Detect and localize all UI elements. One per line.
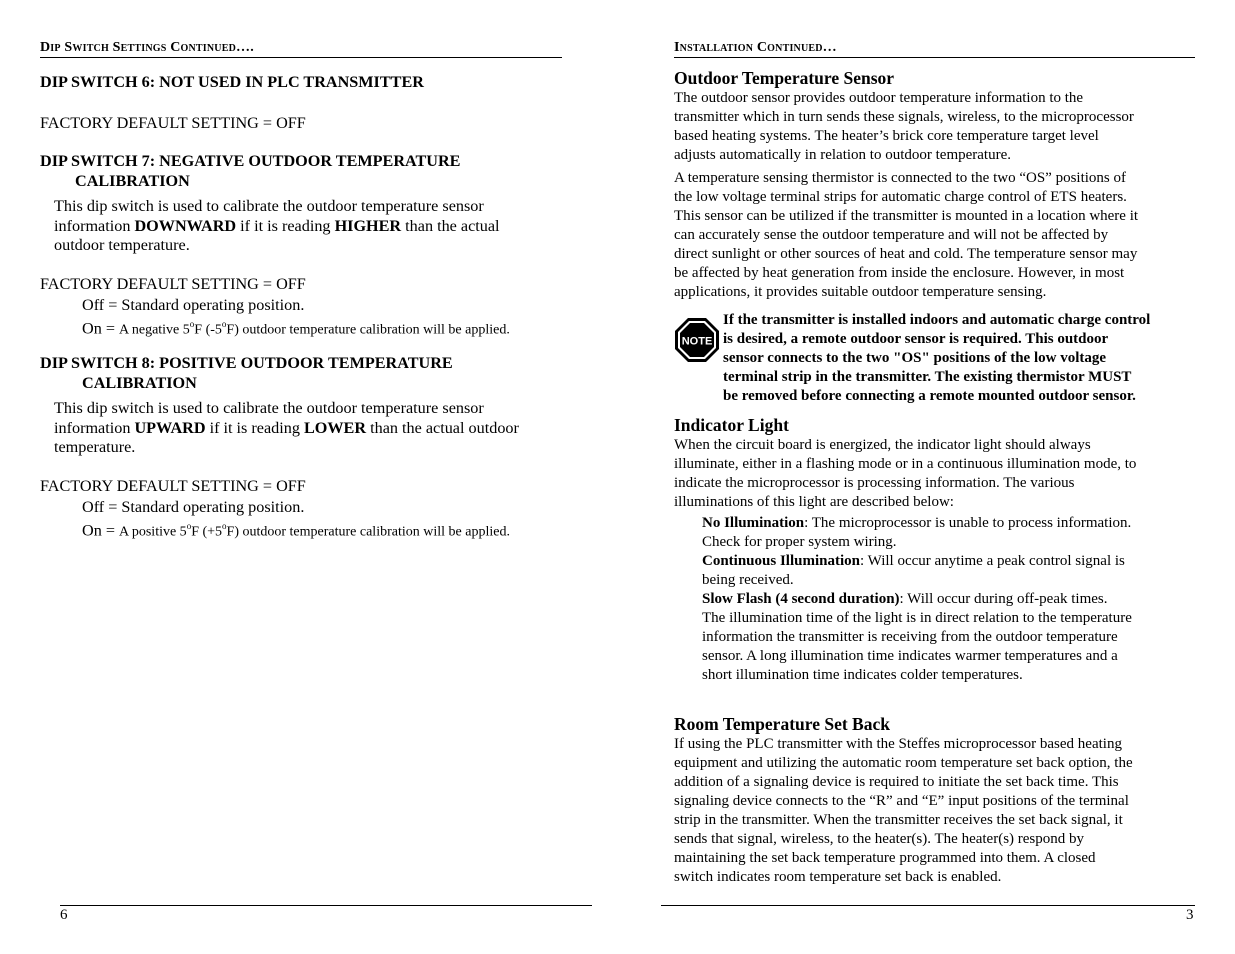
dip-switch-7-desc-line1: This dip switch is used to calibrate the outdoor temperature sensor: [54, 197, 484, 215]
dip-switch-6-title: DIP SWITCH 6: NOT USED IN PLC TRANSMITTER: [40, 73, 424, 91]
indicator-light-para: When the circuit board is energized, the indicator light should always illuminate, either in a flashing mode or in a continuous illumination mode, to indicate the microprocessor is processing information. The various illuminations of this light are described below:: [674, 437, 1137, 510]
dip-switch-8-desc-line1: This dip switch is used to calibrate the outdoor temperature sensor: [54, 399, 484, 417]
dip-switch-7-default: FACTORY DEFAULT SETTING = OFF: [40, 275, 306, 293]
room-setback-para: If using the PLC transmitter with the Steffes microprocessor based heating equipment and utilizing the automatic room temperature set back option, the addition of a signaling device is required to initiate the set back time. This signaling device connects to the “R” and “E” input positions of the terminal strip in the transmitter. When the transmitter receives the set back signal, it sends that signal, wireless, to the heater(s). The heater(s) respond by maintaining the set back temperature programmed into them. A closed switch indicates room temperature set back is enabled.: [674, 736, 1133, 885]
dip-switch-8-desc-line2: information UPWARD if it is reading LOWER than the actual outdoor: [54, 419, 519, 437]
left-page: [0, 0, 617, 954]
note-icon: [674, 317, 720, 363]
running-header: Installation Continued…: [674, 40, 1195, 58]
dip-switch-7-on: On = A negative 5$^o$F (-5$^o$F) outdoor temperature calibration will be applied.: [82, 319, 510, 338]
dip-switch-8-title: DIP SWITCH 8: POSITIVE OUTDOOR TEMPERATURE: [40, 354, 453, 372]
note-text: If the transmitter is installed indoors and automatic charge control is desired, a remote outdoor sensor is required. This outdoor sensor connects to the two "OS" positions of the low voltage terminal strip in the transmitter. The existing thermistor MUST be removed before connecting a remote mounted outdoor sensor.: [723, 312, 1151, 404]
running-header: Dip Switch Settings Continued….: [40, 40, 562, 58]
dip-switch-6-default: FACTORY DEFAULT SETTING = OFF: [40, 114, 306, 132]
dip-switch-7-desc-line3: outdoor temperature.: [54, 236, 190, 254]
dip-switch-8-desc-line3: temperature.: [54, 438, 136, 456]
page-number: 6: [60, 907, 68, 923]
note-icon-label: NOTE: [681, 335, 713, 348]
indicator-states: No Illumination: The microprocessor is unable to process information. Check for proper system wiring. Continuous Illumination: Will occur anytime a peak control signal is being received. Slow Flash (4 second duration): Will occur during off-peak times. The illumination time of the light is in direct relation to the temperature information the transmitter is receiving from the outdoor temperature sensor. A long illumination time indicates warmer temperatures and a short illumination time indicates colder temperatures.: [702, 515, 1132, 683]
dip-switch-7-desc-line2: information DOWNWARD if it is reading HIGHER than the actual: [54, 217, 500, 235]
dip-switch-7-title: DIP SWITCH 7: NEGATIVE OUTDOOR TEMPERATURE: [40, 152, 461, 170]
footer-rule: [60, 905, 592, 906]
outdoor-sensor-para1: The outdoor sensor provides outdoor temperature information to the transmitter which in turn sends these signals, wireless, to the microprocessor based heating systems. The heater’s brick core temperature target level adjusts automatically in relation to outdoor temperature.: [674, 90, 1134, 163]
dip-switch-7-off: Off = Standard operating position.: [82, 296, 305, 314]
dip-switch-8-title-cont: CALIBRATION: [82, 374, 197, 392]
indicator-light-heading: Indicator Light: [674, 415, 789, 435]
right-page: [617, 0, 1235, 954]
room-setback-heading: Room Temperature Set Back: [674, 714, 890, 734]
dip-switch-8-default: FACTORY DEFAULT SETTING = OFF: [40, 477, 306, 495]
dip-switch-8-off: Off = Standard operating position.: [82, 498, 305, 516]
dip-switch-7-title-cont: CALIBRATION: [75, 172, 190, 190]
dip-switch-8-on: On = A positive 5$^o$F $(+5^oF)$ outdoor temperature calibration will be applied.: [82, 521, 510, 540]
outdoor-sensor-heading: Outdoor Temperature Sensor: [674, 68, 895, 88]
footer-rule: [661, 905, 1195, 906]
page-number: 3: [1186, 907, 1194, 923]
outdoor-sensor-para2: A temperature sensing thermistor is connected to the two “OS” positions of the low voltage terminal strips for automatic charge control of ETS heaters. This sensor can be utilized if the transmitter is mounted in a location where it can accurately sense the outdoor temperature and will not be affected by direct sunlight or other sources of heat and cold. The temperature sensor may be affected by heat generation from inside the enclosure. However, in most applications, it provides suitable outdoor temperature sensing.: [674, 170, 1139, 300]
